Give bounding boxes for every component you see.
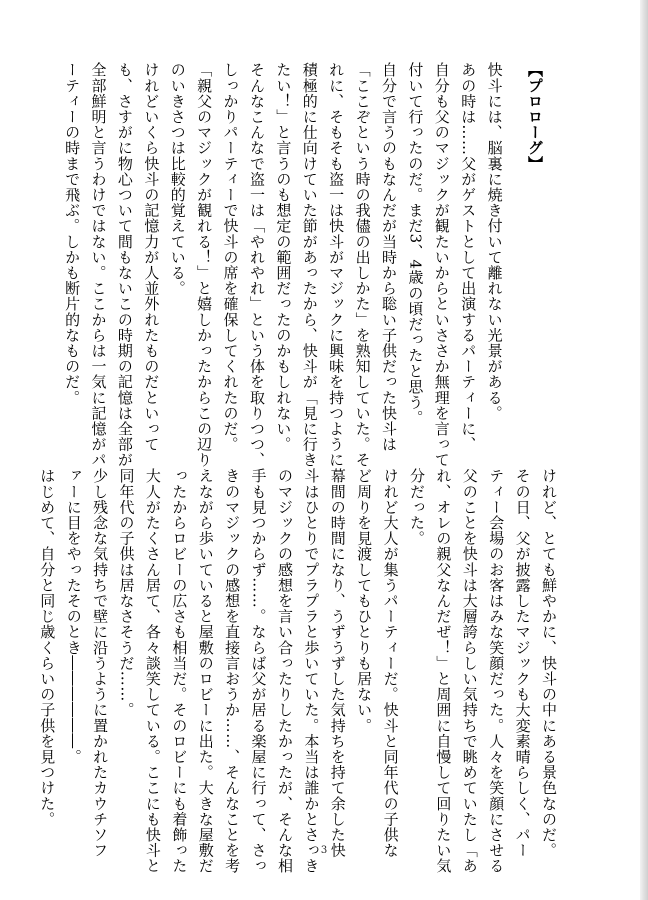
text-line: も、さすがに物心ついて間もないこの時期の記憶は全部が (115, 62, 134, 468)
text-line: たい！」と言うのも想定の範囲だったのかもしれない。 (274, 62, 293, 452)
text-line: れ、オレの親父なんだぜ！」と周囲に自慢して回りたい気 (434, 468, 453, 874)
text-line: その日、父が披露したマジックも大変素晴らしく、パー (513, 468, 532, 858)
text-line: けれど、とても鮮やかに、快斗の中にある景色なのだ。 (540, 468, 558, 858)
text-line: あの時は……父がゲストとして出演するパーティーに、 (459, 62, 478, 452)
text-line: 積極的に仕向けていた節があったから、快斗が「見に行き (300, 62, 319, 468)
text-line: 父のことを快斗は大層誇らしい気持ちで眺めていたし「あ (460, 468, 479, 874)
text-line: 全部鮮明と言うわけではない。ここからは一気に記憶がパ (89, 62, 108, 468)
text-line: 大人がたくさん居て、各々談笑している。ここにも快斗と (143, 468, 162, 874)
text-line: ァーに目をやったそのとき――――――。 (64, 468, 83, 765)
text-line: しっかりパーティーで快斗の席を確保してくれたのだ。 (221, 62, 240, 452)
bottom-text-block (38, 468, 562, 874)
text-line: えながら歩いていると屋敷のロビーに出た。大きな屋敷だ (196, 468, 215, 874)
text-line: はじめて、自分と同じ歳くらいの子供を見つけた。 (38, 468, 57, 827)
text-line: 幕間の時間になり、うずうずした気持ちを持て余した快 (328, 468, 347, 858)
text-line: 分だった。 (407, 468, 426, 546)
chapter-heading: 【プロローグ】 (526, 62, 544, 172)
page-edge-shadow (640, 0, 648, 900)
text-line: 手も見つからず……。ならば父が居る楽屋に行って、さっ (249, 468, 268, 874)
text-line: ったからロビーの広さも相当だ。そのロビーにも着飾った (170, 468, 189, 874)
page-number: 3 (320, 845, 328, 856)
text-line: 少し残念な気持ちで壁に沿うように置かれたカウチソフ (91, 468, 110, 858)
text-line: 「ここぞという時の我儘の出しかた」を熟知していた。そ (353, 62, 372, 468)
text-line: 快斗には、脳裏に焼き付いて離れない光景がある。 (485, 62, 504, 421)
text-line: 自分も父のマジックが観たいからといささか無理を言って (432, 62, 451, 468)
top-text-block (63, 62, 548, 468)
text-line: けれど大人が集うパーティーだ。快斗と同年代の子供な (381, 468, 400, 858)
text-line: ど周りを見渡してもひとりも居ない。 (355, 468, 374, 734)
text-line: れに、そもそも盗一は快斗がマジックに興味を持つように (327, 62, 346, 468)
text-line: のマジックの感想を言い合ったりしたかったが、そんな相 (275, 468, 294, 874)
text-line: けれどいくら快斗の記憶力が人並外れたものだといって (142, 62, 161, 452)
text-line: 同年代の子供は居なさそうだ……。 (117, 468, 136, 718)
text-line: きのマジックの感想を直接言おうか……、そんなことを考 (223, 468, 242, 874)
text-line: ーティーの時まで飛ぶ。しかも断片的なものだ。 (63, 62, 82, 406)
text-line: 自分で言うのもなんだが当時から聡い子供だった快斗は (379, 62, 398, 452)
text-line: のいきさつは比較的覚えている。 (168, 62, 187, 296)
text-line: ティー会場のお客はみな笑顔だった。人々を笑顔にさせる (487, 468, 506, 874)
text-line: 斗はひとりでプラプラと歩いていた。本当は誰かとさっき (302, 468, 321, 874)
text-line: そんなこんなで盗一は「やれやれ」という体を取りつつ、 (247, 62, 266, 468)
text-line: 「親父のマジックが観れる！」と嬉しかったからこの辺り (195, 62, 214, 468)
text-line: 付いて行ったのだ。まだ3、4歳の頃だったと思う。 (406, 62, 425, 426)
